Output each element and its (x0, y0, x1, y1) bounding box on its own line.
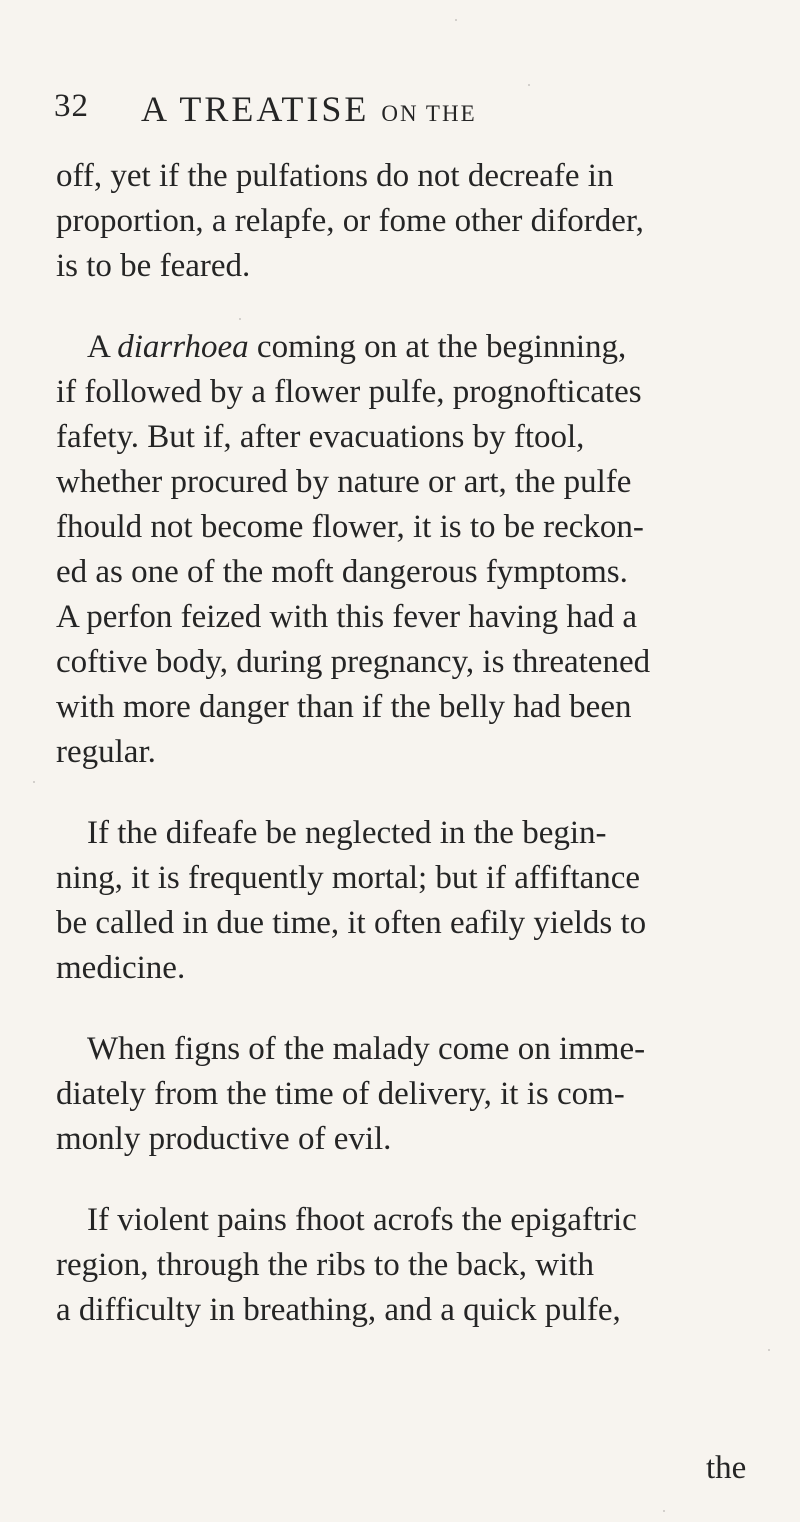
text-line: If violent pains fhoot acrofs the epigaftric (87, 1202, 637, 1238)
text-line: a difficulty in breathing, and a quick pulfe, (56, 1292, 621, 1328)
text-line: fafety. But if, after evacuations by ftool, (56, 419, 585, 455)
paper-speck (528, 84, 530, 86)
paragraph-5 (56, 1198, 758, 1333)
paragraph-3 (56, 811, 758, 991)
text-line-with-italic (56, 325, 758, 370)
paragraph-4 (56, 1027, 758, 1162)
running-title-main: A TREATISE (141, 89, 370, 129)
text-line: if followed by a flower pulfe, prognofticates (56, 374, 642, 410)
text-line: A perfon feized with this fever having had a (56, 599, 637, 635)
text-line: If the difeafe be neglected in the begin- (87, 815, 607, 851)
text-line: diately from the time of delivery, it is com- (56, 1076, 625, 1112)
paper-speck (768, 1349, 770, 1351)
text-line: region, through the ribs to the back, with (56, 1247, 594, 1283)
paragraph-2 (56, 325, 758, 775)
text-line: regular. (56, 734, 156, 770)
text-line: whether procured by nature or art, the pulfe (56, 464, 632, 500)
paper-speck (663, 1510, 665, 1512)
text-line: ning, it is frequently mortal; but if affiftance (56, 860, 641, 896)
text-line: proportion, a relapfe, or fome other diforder, (56, 203, 644, 239)
paragraph-1 (56, 154, 758, 289)
paper-speck (239, 318, 241, 320)
running-header (54, 88, 754, 144)
text-line: is to be feared. (56, 248, 251, 284)
body-text (56, 154, 758, 1369)
text-line: monly productive of evil. (56, 1121, 392, 1157)
prefix-text: A (87, 329, 118, 365)
paper-speck (455, 19, 457, 21)
suffix-text: coming on at the beginning, (248, 329, 627, 365)
text-line: coftive body, during pregnancy, is threatened (56, 644, 651, 680)
text-line: off, yet if the pulfations do not decreafe in (56, 158, 614, 194)
text-line: be called in due time, it often eafily yields to (56, 905, 647, 941)
text-line: When figns of the malady come on imme- (87, 1031, 646, 1067)
text-line: with more danger than if the belly had been (56, 689, 632, 725)
italic-term: diarrhoea (117, 329, 249, 365)
text-line: ed as one of the moft dangerous fymptoms. (56, 554, 628, 590)
page-number: 32 (54, 88, 89, 124)
text-line: medicine. (56, 950, 186, 986)
paper-speck (33, 781, 35, 783)
catchword: the (706, 1450, 747, 1486)
running-title (141, 88, 477, 130)
text-line: fhould not become flower, it is to be reckon- (56, 509, 644, 545)
running-title-suffix: ON THE (381, 101, 477, 126)
